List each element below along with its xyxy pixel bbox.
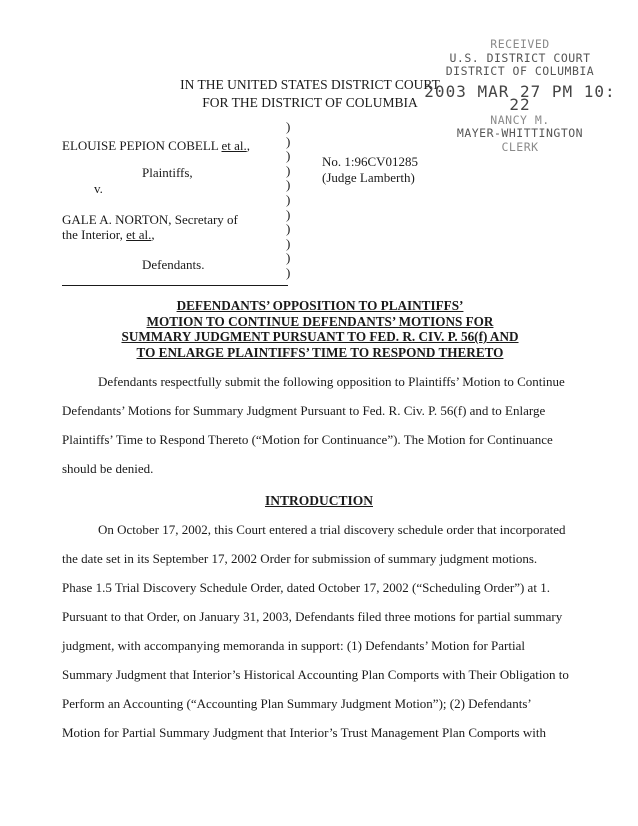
plaintiff-comma: , [246, 138, 251, 153]
court-district: FOR THE DISTRICT OF COLUMBIA [202, 95, 418, 110]
title-line-3: SUMMARY JUDGMENT PURSUANT TO FED. R. CIV. P. 56(f) AND [121, 329, 519, 344]
plaintiff-et-al: et al. [221, 138, 247, 153]
document-title [60, 298, 580, 360]
plaintiffs-label: Plaintiffs, [142, 165, 193, 180]
para2-line-2: the date set in its September 17, 2002 Order for submission of summary judgment motions. [62, 551, 538, 566]
caption-underline [62, 285, 288, 286]
para1-line-1: Defendants respectfully submit the following opposition to Plaintiffs’ Motion to Continue [98, 374, 565, 389]
title-line-4: TO ENLARGE PLAINTIFFS’ TIME TO RESPOND THERETO [136, 344, 504, 360]
received-stamp [420, 38, 620, 154]
para1-line-3: Plaintiffs’ Time to Respond Thereto (“Motion for Continuance”). The Motion for Continuance [62, 432, 553, 447]
plaintiff-name: ELOUISE PEPION COBELL [62, 138, 222, 153]
para1-line-2: Defendants’ Motions for Summary Judgment Pursuant to Fed. R. Civ. P. 56(f) and to Enlarge [62, 403, 546, 418]
defendants-label: Defendants. [142, 257, 205, 272]
para2-line-7: Perform an Accounting (“Accounting Plan Summary Judgment Motion”); (2) Defendants’ [62, 696, 532, 711]
judge-name: (Judge Lamberth) [322, 170, 415, 185]
title-line-2: MOTION TO CONTINUE DEFENDANTS’ MOTIONS FOR [146, 313, 494, 329]
stamp-district: DISTRICT OF COLUMBIA [445, 64, 595, 78]
stamp-clerk-name: NANCY M. [490, 112, 550, 127]
stamp-date: 2003 MAR 27 PM 10: 22 [424, 81, 616, 114]
defendant-line-2 [62, 226, 155, 243]
defendant-comma: , [151, 227, 155, 242]
para2-line-3: Phase 1.5 Trial Discovery Schedule Order, dated October 17, 2002 (“Scheduling Order”) at 1. [62, 580, 550, 595]
stamp-court: U.S. DISTRICT COURT [449, 50, 591, 65]
para2-line-4: Pursuant to that Order, on January 31, 2003, Defendants filed three motions for partial summary [62, 609, 563, 624]
para2-line-1: On October 17, 2002, this Court entered a trial discovery schedule order that incorporated [98, 522, 566, 537]
defendant-et-al: et al. [126, 227, 152, 242]
para2-line-8: Motion for Partial Summary Judgment that Interior’s Trust Management Plan Comports with [62, 725, 546, 740]
para2-line-5: judgment, with accompanying memoranda in support: (1) Defendants’ Motion for Partial [62, 638, 525, 653]
title-line-1: DEFENDANTS’ OPPOSITION TO PLAINTIFFS’ [176, 298, 464, 313]
para2-line-6: Summary Judgment that Interior’s Historical Accounting Plan Comports with Their Obligation to [62, 667, 569, 682]
stamp-clerk-surname: MAYER-WHITTINGTON [456, 126, 584, 140]
plaintiff-party [62, 137, 250, 154]
opening-paragraph [62, 367, 574, 483]
introduction-heading: INTRODUCTION [264, 493, 373, 508]
introduction-paragraph [62, 515, 574, 747]
para1-line-4: should be denied. [62, 461, 154, 476]
stamp-received: RECEIVED [490, 37, 550, 51]
caption-paren-column: ) ) ) ) ) ) ) ) ) ) ) [286, 119, 291, 280]
defendant-interior: the Interior, [62, 227, 127, 242]
stamp-clerk-title: CLERK [501, 139, 539, 154]
versus: v. [94, 181, 103, 196]
court-name: IN THE UNITED STATES DISTRICT COURT [180, 77, 440, 92]
case-number: No. 1:96CV01285 [322, 154, 419, 169]
defendant-line-1: GALE A. NORTON, Secretary of [62, 212, 238, 227]
